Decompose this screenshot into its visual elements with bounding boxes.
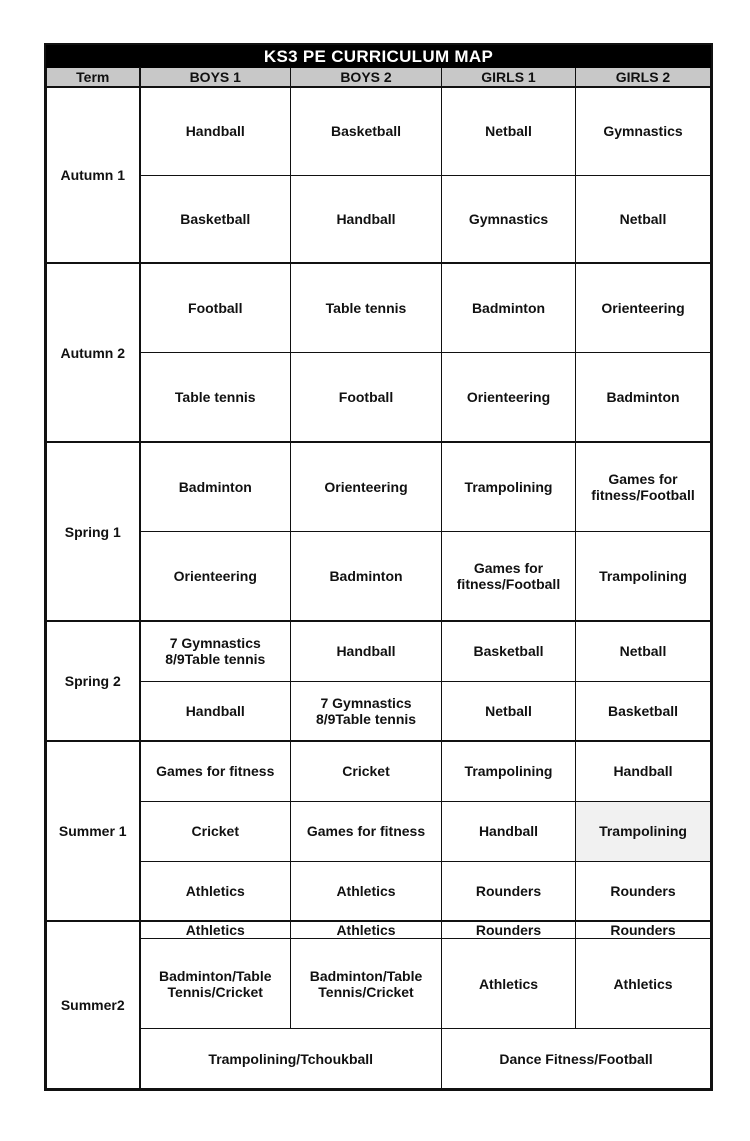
cell-girls-2: Trampolining <box>576 801 711 861</box>
cell-boys-1: Handball <box>140 87 291 175</box>
table-row <box>47 175 711 263</box>
table-row <box>47 87 711 175</box>
table-row <box>47 352 711 442</box>
header-boys-2: BOYS 2 <box>291 68 442 88</box>
cell-boys-2: Badminton/Table Tennis/Cricket <box>291 939 442 1029</box>
cell-boys-2: Orienteering <box>291 442 442 531</box>
cell-boys-2: Cricket <box>291 741 442 801</box>
table-row <box>47 1029 711 1089</box>
term-autumn-2: Autumn 2 <box>47 263 140 442</box>
cell-boys-2: Athletics <box>291 921 442 939</box>
cell-girls-2: Games for fitness/Football <box>576 442 711 531</box>
cell-boys-1: Cricket <box>140 801 291 861</box>
cell-boys-2: Handball <box>291 175 442 263</box>
cell-girls-1: Basketball <box>442 621 576 681</box>
cell-girls-2: Handball <box>576 741 711 801</box>
header-boys-1: BOYS 1 <box>140 68 291 88</box>
cell-boys-1: Football <box>140 263 291 352</box>
term-autumn-1: Autumn 1 <box>47 87 140 263</box>
cell-girls-2: Rounders <box>576 861 711 921</box>
cell-girls-1: Handball <box>442 801 576 861</box>
table-row <box>47 263 711 352</box>
table-row <box>47 681 711 741</box>
cell-girls-1: Rounders <box>442 861 576 921</box>
cell-boys-1: Handball <box>140 681 291 741</box>
cell-girls-2: Gymnastics <box>576 87 711 175</box>
cell-girls-combined: Dance Fitness/Football <box>442 1029 711 1089</box>
cell-girls-1: Trampolining <box>442 741 576 801</box>
term-spring-2: Spring 2 <box>47 621 140 741</box>
map-title: KS3 PE CURRICULUM MAP <box>47 46 711 68</box>
cell-boys-2: Games for fitness <box>291 801 442 861</box>
cell-boys-1: Badminton <box>140 442 291 531</box>
cell-girls-2: Orienteering <box>576 263 711 352</box>
cell-girls-1: Orienteering <box>442 352 576 442</box>
cell-boys-2: Handball <box>291 621 442 681</box>
cell-boys-1: Badminton/Table Tennis/Cricket <box>140 939 291 1029</box>
cell-girls-1: Athletics <box>442 939 576 1029</box>
cell-girls-2: Trampolining <box>576 531 711 621</box>
header-row <box>47 68 711 88</box>
cell-girls-2: Badminton <box>576 352 711 442</box>
cell-boys-1: Table tennis <box>140 352 291 442</box>
table-row <box>47 442 711 531</box>
table-row <box>47 939 711 1029</box>
cell-boys-2: Basketball <box>291 87 442 175</box>
term-summer-1: Summer 1 <box>47 741 140 921</box>
curriculum-map-table <box>46 45 711 1089</box>
table-row <box>47 921 711 939</box>
cell-girls-2: Rounders <box>576 921 711 939</box>
cell-girls-1: Games for fitness/Football <box>442 531 576 621</box>
term-spring-1: Spring 1 <box>47 442 140 621</box>
cell-boys-1: Athletics <box>140 921 291 939</box>
term-summer-2: Summer2 <box>47 921 140 1089</box>
table-row <box>47 621 711 681</box>
cell-boys-1: 7 Gymnastics 8/9Table tennis <box>140 621 291 681</box>
cell-girls-2: Athletics <box>576 939 711 1029</box>
table-row <box>47 531 711 621</box>
cell-girls-1: Netball <box>442 681 576 741</box>
cell-boys-2: Badminton <box>291 531 442 621</box>
cell-boys-1: Basketball <box>140 175 291 263</box>
cell-boys-2: 7 Gymnastics 8/9Table tennis <box>291 681 442 741</box>
cell-boys-1: Games for fitness <box>140 741 291 801</box>
cell-boys-2: Football <box>291 352 442 442</box>
table-row <box>47 741 711 801</box>
cell-boys-1: Orienteering <box>140 531 291 621</box>
cell-girls-1: Trampolining <box>442 442 576 531</box>
cell-girls-1: Badminton <box>442 263 576 352</box>
cell-girls-1: Netball <box>442 87 576 175</box>
cell-girls-2: Netball <box>576 175 711 263</box>
cell-boys-2: Table tennis <box>291 263 442 352</box>
table-row <box>47 861 711 921</box>
header-term: Term <box>47 68 140 88</box>
header-girls-1: GIRLS 1 <box>442 68 576 88</box>
table-row <box>47 801 711 861</box>
cell-boys-2: Athletics <box>291 861 442 921</box>
header-girls-2: GIRLS 2 <box>576 68 711 88</box>
cell-girls-1: Gymnastics <box>442 175 576 263</box>
cell-boys-1: Athletics <box>140 861 291 921</box>
cell-girls-2: Basketball <box>576 681 711 741</box>
cell-girls-1: Rounders <box>442 921 576 939</box>
cell-girls-2: Netball <box>576 621 711 681</box>
cell-boys-combined: Trampolining/Tchoukball <box>140 1029 442 1089</box>
